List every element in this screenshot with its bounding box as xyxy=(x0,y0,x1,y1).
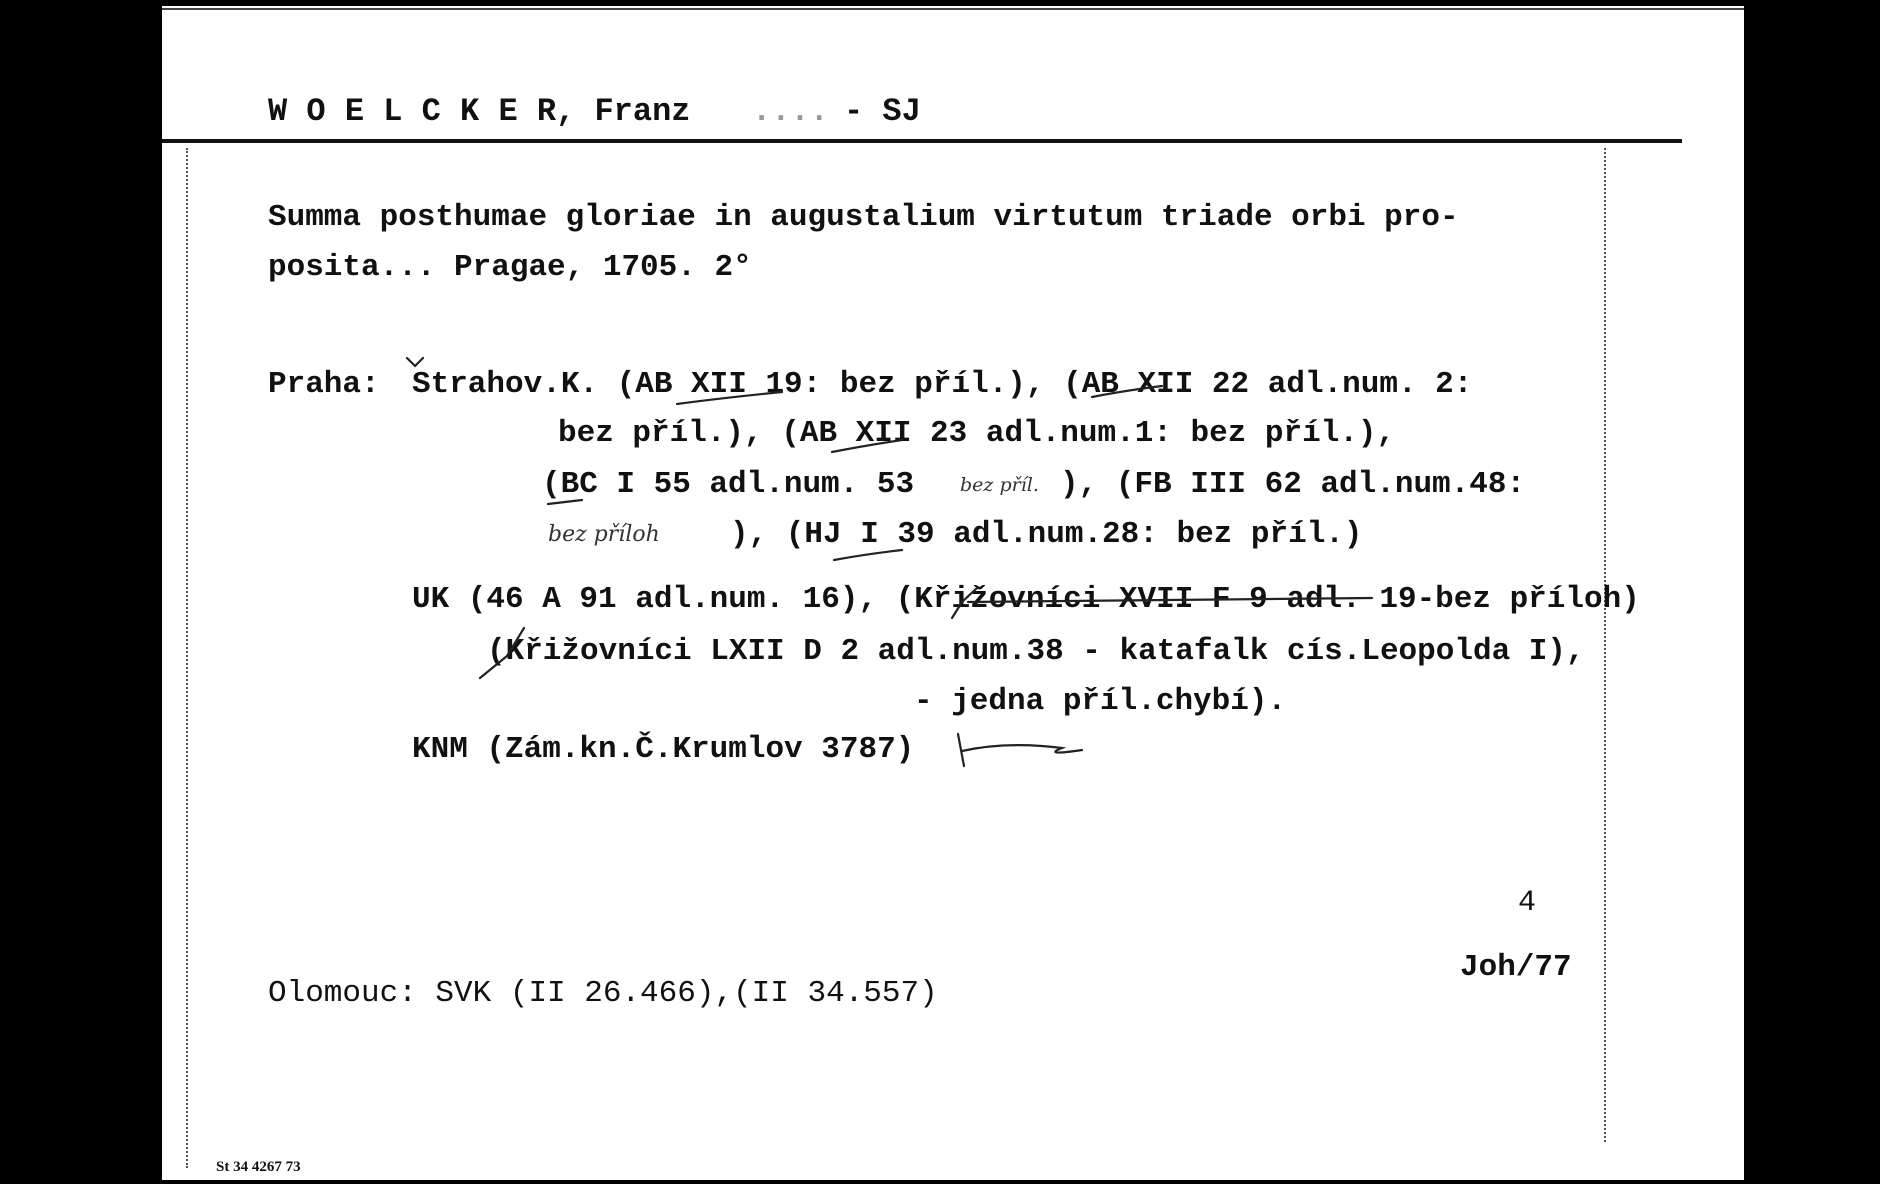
heading-faded-text: .... xyxy=(752,93,829,130)
crossed-word xyxy=(962,745,1082,752)
praha-line-2: bez příl.), (AB XII 23 adl.num.1: bez příl.), xyxy=(558,416,1396,451)
top-edge-rule xyxy=(162,8,1744,10)
card-print-code: St 34 4267 73 xyxy=(216,1159,301,1175)
card-heading: W O E L C K E R, Franz xyxy=(268,93,691,130)
heading-rule xyxy=(162,139,1682,143)
left-margin-line xyxy=(186,148,188,1168)
knm-line-1: KNM (Zám.kn.Č.Krumlov 3787) xyxy=(412,732,915,767)
title-line-1: Summa posthumae gloriae in augustalium virtutum triade orbi pro- xyxy=(268,200,1459,235)
praha-line-4b: ), (HJ I 39 adl.num.28: bez příl.) xyxy=(730,517,1363,552)
cataloguer-code: Joh/77 xyxy=(1460,950,1572,985)
praha-line-4-handwritten: bez příloh xyxy=(548,522,660,547)
praha-line-1: Strahov.K. (AB XII 19: bez příl.), (AB XII 22 adl.num. 2: xyxy=(412,367,1473,402)
card-heading-suffix: - SJ xyxy=(844,93,921,130)
uk-line-3: - jedna příl.chybí). xyxy=(914,684,1287,719)
praha-line-3a: (BC I 55 adl.num. 53 xyxy=(542,467,915,502)
uk-line-1: UK (46 A 91 adl.num. 16), (Křižovníci XVII F 9 adl. 19-bez příloh) xyxy=(412,582,1640,617)
praha-label: Praha: xyxy=(268,367,380,402)
bracket-mark xyxy=(958,734,964,766)
catalog-card xyxy=(162,6,1744,1180)
caron-mark xyxy=(407,358,423,366)
title-line-2: posita... Pragae, 1705. 2° xyxy=(268,250,752,285)
right-margin-line xyxy=(1604,148,1606,1142)
praha-line-3-handwritten: bez příl. xyxy=(960,474,1039,496)
uk-line-2: (Křižovníci LXII D 2 adl.num.38 - katafalk cís.Leopolda I), xyxy=(487,634,1585,669)
olomouc-holdings: Olomouc: SVK (II 26.466),(II 34.557) xyxy=(268,976,938,1011)
praha-line-3b: ), (FB III 62 adl.num.48: xyxy=(1060,467,1526,502)
card-number: 4 xyxy=(1518,886,1537,920)
